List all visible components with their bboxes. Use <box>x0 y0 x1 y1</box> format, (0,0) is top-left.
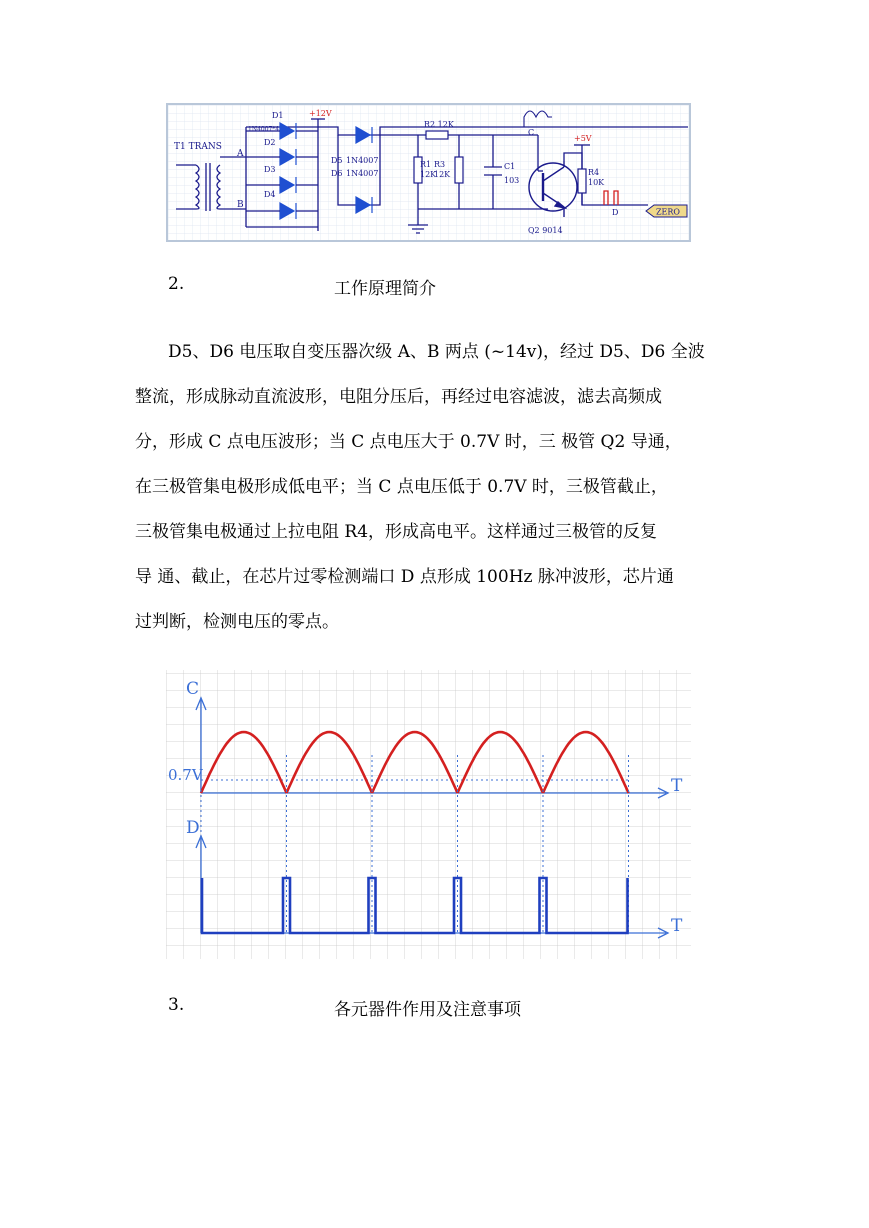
q2-label: Q2 9014 <box>528 226 563 235</box>
d1-part-label: 1N4007*4 <box>248 126 280 133</box>
section-3-number: 3. <box>168 995 185 1015</box>
threshold-label: 0.7V <box>168 766 203 784</box>
r1-value: 12K <box>420 170 437 179</box>
r3-resistor <box>455 157 463 183</box>
paragraph-line-5: 三极管集电极通过上拉电阻 R4，形成高电平。这样通过三极管的反复 <box>135 522 658 542</box>
c1-label: C1 <box>504 162 516 171</box>
paragraph-line-4: 在三极管集电极形成低电平；当 C 点电压低于 0.7V 时，三极管截止， <box>135 477 668 497</box>
d6-part-label: 1N4007 <box>346 169 379 178</box>
r2-label: R2 12K <box>424 120 454 129</box>
paragraph-line-3: 分，形成 C 点电压波形；当 C 点电压大于 0.7V 时，三 极管 Q2 导通， <box>135 432 682 452</box>
section-3-title: 各元器件作用及注意事项 <box>334 1000 521 1020</box>
v5-label: +5V <box>574 134 592 143</box>
zero-tag <box>646 205 687 217</box>
r4-value: 10K <box>588 178 605 187</box>
r4-resistor <box>578 169 586 193</box>
c-node-label: C <box>528 128 535 137</box>
d5-label: D5 <box>331 156 343 165</box>
r4-label: R4 <box>588 168 600 177</box>
circuit-diagram <box>166 103 691 242</box>
section-2-number: 2. <box>168 274 185 294</box>
d6-label: D6 <box>331 169 343 178</box>
section-2-heading <box>168 274 568 298</box>
waveform-diagram <box>166 670 691 959</box>
r3-label: R3 <box>434 160 446 169</box>
t-lower-label: T <box>671 916 683 936</box>
t-upper-label: T <box>671 776 683 796</box>
d3-label: D3 <box>264 165 276 174</box>
d2-label: D2 <box>264 138 276 147</box>
r1-label: R1 <box>420 160 432 169</box>
paragraph-line-1: D5、D6 电压取自变压器次级 A、B 两点 (~14v)，经过 D5、D6 全波 <box>168 342 705 362</box>
r3-value: 12K <box>434 170 451 179</box>
zero-label: ZERO <box>656 207 680 217</box>
d-node-label: D <box>612 208 619 217</box>
paragraph-line-2: 整流，形成脉动直流波形，电阻分压后，再经过电容滤波，滤去高频成 <box>135 387 662 407</box>
d1-label: D1 <box>272 111 284 120</box>
c-axis-label: C <box>186 679 200 699</box>
paragraph-line-6: 导 通、截止，在芯片过零检测端口 D 点形成 100Hz 脉冲波形，芯片通 <box>135 567 674 587</box>
node-a-label: A <box>237 149 244 159</box>
paragraph-line-7: 过判断，检测电压的零点。 <box>135 612 339 632</box>
waveform-svg <box>166 670 691 959</box>
section-3-heading <box>168 995 618 1019</box>
t1-label: T1 TRANS <box>174 142 222 152</box>
node-b-label: B <box>237 200 244 210</box>
d5-part-label: 1N4007 <box>346 156 379 165</box>
v12-label: +12V <box>309 109 332 118</box>
d-axis-label: D <box>186 818 200 838</box>
section-2-title: 工作原理简介 <box>334 279 436 299</box>
r2-resistor <box>426 131 448 139</box>
circuit-svg <box>168 105 689 240</box>
c1-value: 103 <box>504 176 520 185</box>
d4-label: D4 <box>264 190 276 199</box>
